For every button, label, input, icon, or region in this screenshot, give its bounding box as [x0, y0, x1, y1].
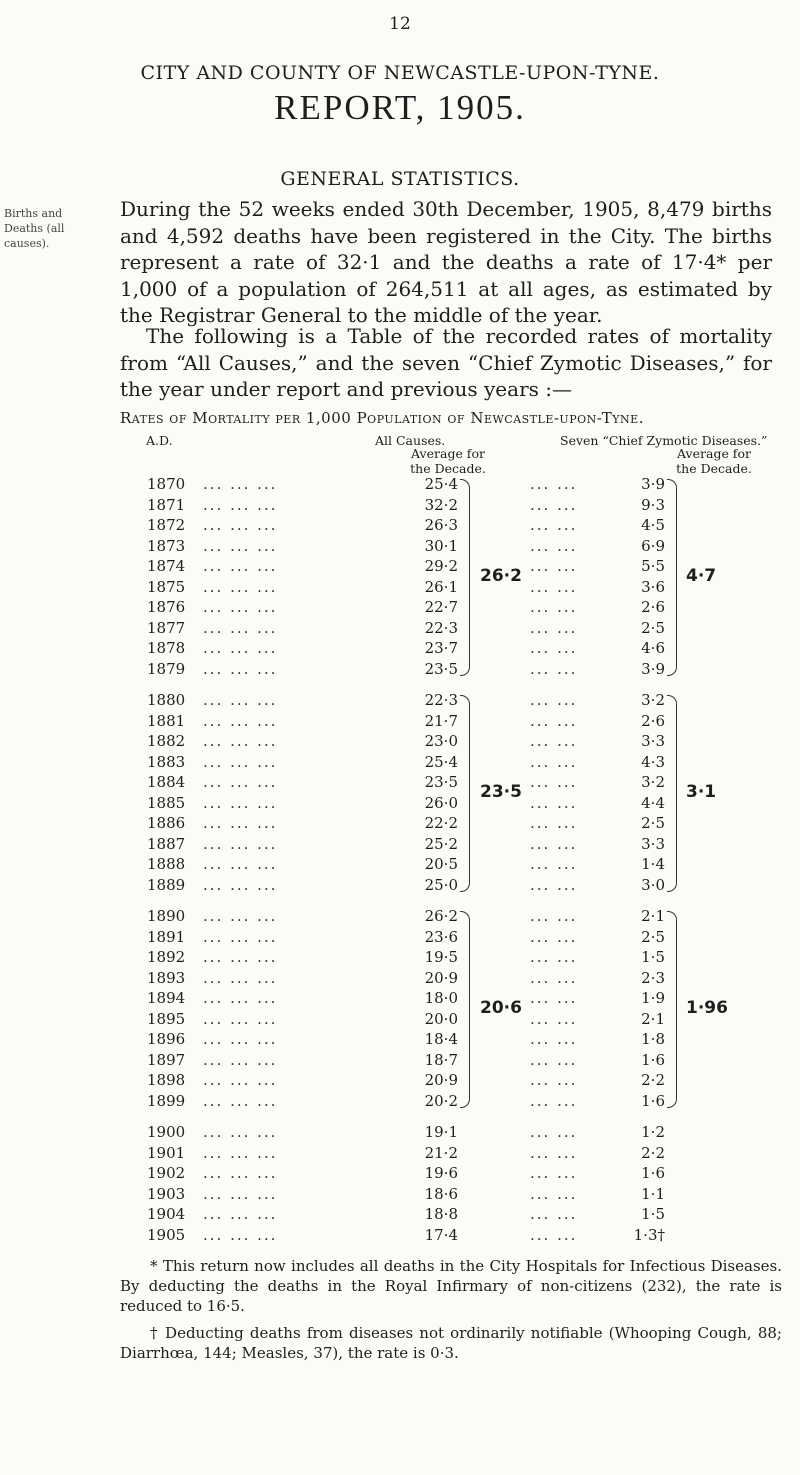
dot-leader: ... ... — [530, 639, 578, 657]
zymotic-rate: 1·6 — [641, 1050, 665, 1069]
column-head-average-zymotic: Average for the Decade. — [676, 446, 752, 476]
zymotic-rate: 6·9 — [641, 536, 665, 555]
dot-leader: ... ... — [530, 1205, 578, 1223]
all-causes-rate: 21·7 — [424, 711, 458, 730]
year-cell: 1880 — [147, 691, 186, 709]
all-causes-rate: 20·2 — [424, 1091, 458, 1110]
all-causes-rate: 25·0 — [424, 875, 458, 894]
year-cell: 1902 — [147, 1164, 186, 1182]
zymotic-rate: 3·2 — [641, 773, 665, 791]
year-cell: 1899 — [147, 1091, 186, 1110]
zymotic-rate: 1·8 — [641, 1030, 665, 1048]
dot-leader: ... ... ... — [203, 495, 278, 514]
zymotic-rate: 1·6 — [641, 1164, 665, 1182]
dot-leader: ... ... ... — [203, 814, 278, 832]
year-cell: 1882 — [147, 732, 186, 750]
decade-group — [0, 907, 800, 1112]
all-causes-rate: 20·9 — [424, 968, 458, 987]
year-cell: 1870 — [147, 475, 186, 493]
all-causes-rate: 19·6 — [424, 1164, 458, 1182]
year-cell: 1897 — [147, 1050, 186, 1069]
zymotic-rate: 3·6 — [641, 577, 665, 596]
dot-leader: ... ... — [530, 875, 578, 894]
dot-leader: ... ... — [530, 773, 578, 791]
year-cell: 1888 — [147, 855, 186, 873]
decade-brace — [667, 479, 677, 676]
year-cell: 1894 — [147, 989, 186, 1007]
decade-brace — [667, 911, 677, 1108]
all-causes-rate: 29·2 — [424, 557, 458, 575]
margin-note: Births and Deaths (all causes). — [4, 207, 65, 250]
zymotic-rate: 1·6 — [641, 1091, 665, 1110]
all-causes-rate: 22·3 — [424, 691, 458, 709]
dot-leader: ... ... ... — [203, 639, 278, 657]
year-cell: 1886 — [147, 814, 186, 832]
all-causes-rate: 32·2 — [424, 495, 458, 514]
zymotic-rate: 1·5 — [641, 1205, 665, 1223]
running-head: CITY AND COUNTY OF NEWCASTLE-UPON-TYNE. — [140, 62, 660, 84]
dot-leader: ... ... — [530, 907, 578, 925]
dot-leader: ... ... ... — [203, 1123, 278, 1141]
year-cell: 1872 — [147, 516, 186, 534]
dot-leader: ... ... — [530, 1164, 578, 1182]
all-causes-rate: 18·4 — [424, 1030, 458, 1048]
dot-leader: ... ... — [530, 536, 578, 555]
dot-leader: ... ... ... — [203, 773, 278, 791]
dot-leader: ... ... ... — [203, 1205, 278, 1223]
all-causes-rate: 26·1 — [424, 577, 458, 596]
dot-leader: ... ... — [530, 1009, 578, 1028]
year-cell: 1891 — [147, 927, 186, 946]
dot-leader: ... ... ... — [203, 618, 278, 637]
dot-leader: ... ... — [530, 495, 578, 514]
zymotic-rate: 4·4 — [641, 793, 665, 812]
zymotic-rate: 1·1 — [641, 1184, 665, 1203]
all-causes-rate: 22·3 — [424, 618, 458, 637]
decade-average-all-causes: 23·5 — [480, 781, 522, 802]
dot-leader: ... ... — [530, 1071, 578, 1089]
all-causes-rate: 18·6 — [424, 1184, 458, 1203]
zymotic-rate: 4·3 — [641, 752, 665, 771]
all-causes-rate: 25·4 — [424, 752, 458, 771]
dot-leader: ... ... — [530, 618, 578, 637]
dot-leader: ... ... ... — [203, 1009, 278, 1028]
decade-average-zymotic: 1·96 — [686, 997, 728, 1018]
dot-leader: ... ... ... — [203, 752, 278, 771]
dot-leader: ... ... — [530, 1143, 578, 1162]
dot-leader: ... ... — [530, 598, 578, 616]
year-cell: 1901 — [147, 1143, 186, 1162]
dot-leader: ... ... — [530, 711, 578, 730]
zymotic-rate: 4·6 — [641, 639, 665, 657]
dot-leader: ... ... — [530, 1030, 578, 1048]
dot-leader: ... ... — [530, 752, 578, 771]
dot-leader: ... ... ... — [203, 557, 278, 575]
dot-leader: ... ... — [530, 814, 578, 832]
zymotic-rate: 3·2 — [641, 691, 665, 709]
year-cell: 1896 — [147, 1030, 186, 1048]
dot-leader: ... ... ... — [203, 1184, 278, 1203]
dot-leader: ... ... — [530, 968, 578, 987]
all-causes-rate: 21·2 — [424, 1143, 458, 1162]
zymotic-rate: 3·3 — [641, 732, 665, 750]
dot-leader: ... ... — [530, 834, 578, 853]
dot-leader: ... ... — [530, 1123, 578, 1141]
all-causes-rate: 25·4 — [424, 475, 458, 493]
dot-leader: ... ... ... — [203, 1050, 278, 1069]
dot-leader: ... ... ... — [203, 516, 278, 534]
table-caption: Rates of Mortality per 1,000 Population of Newcastle-upon-Tyne. — [120, 409, 644, 427]
recent-years-group — [0, 1123, 800, 1253]
year-cell: 1881 — [147, 711, 186, 730]
dot-leader: ... ... ... — [203, 907, 278, 925]
zymotic-rate: 2·6 — [641, 711, 665, 730]
all-causes-rate: 25·2 — [424, 834, 458, 853]
year-cell: 1887 — [147, 834, 186, 853]
year-cell: 1877 — [147, 618, 186, 637]
dot-leader: ... ... — [530, 927, 578, 946]
year-cell: 1884 — [147, 773, 186, 791]
dot-leader: ... ... ... — [203, 968, 278, 987]
dot-leader: ... ... — [530, 1225, 578, 1244]
dot-leader: ... ... ... — [203, 536, 278, 555]
dot-leader: ... ... — [530, 516, 578, 534]
year-cell: 1898 — [147, 1071, 186, 1089]
dot-leader: ... ... ... — [203, 691, 278, 709]
dot-leader: ... ... — [530, 691, 578, 709]
paragraph-births-deaths: During the 52 weeks ended 30th December, 1905, 8,479 births and 4,592 deaths have been registered in the City. The births represent a rate of 32·1 and the deaths a rate of 17·4* per 1,000 of a population of 264,511 at all ages, as estimated by the Registrar General to the middle of the year. — [120, 197, 772, 327]
column-head-year: A.D. — [146, 433, 173, 448]
decade-group — [0, 691, 800, 896]
zymotic-rate: 2·5 — [641, 927, 665, 946]
year-cell: 1885 — [147, 793, 186, 812]
dot-leader: ... ... ... — [203, 598, 278, 616]
zymotic-rate: 3·9 — [641, 475, 665, 493]
year-cell: 1900 — [147, 1123, 186, 1141]
dot-leader: ... ... ... — [203, 1091, 278, 1110]
all-causes-rate: 23·7 — [424, 639, 458, 657]
all-causes-rate: 30·1 — [424, 536, 458, 555]
all-causes-rate: 19·5 — [424, 948, 458, 966]
all-causes-rate: 17·4 — [424, 1225, 458, 1244]
zymotic-rate: 4·5 — [641, 516, 665, 534]
year-cell: 1876 — [147, 598, 186, 616]
year-cell: 1890 — [147, 907, 186, 925]
year-cell: 1883 — [147, 752, 186, 771]
dot-leader: ... ... — [530, 989, 578, 1007]
footnotes — [120, 1256, 782, 1363]
zymotic-rate: 1·2 — [641, 1123, 665, 1141]
dot-leader: ... ... ... — [203, 1164, 278, 1182]
decade-brace — [667, 695, 677, 892]
column-head-all-causes: All Causes. — [375, 433, 446, 448]
dot-leader: ... ... — [530, 793, 578, 812]
all-causes-rate: 18·0 — [424, 989, 458, 1007]
dot-leader: ... ... ... — [203, 948, 278, 966]
dot-leader: ... ... ... — [203, 793, 278, 812]
all-causes-rate: 23·5 — [424, 659, 458, 678]
zymotic-rate: 9·3 — [641, 495, 665, 514]
zymotic-rate: 5·5 — [641, 557, 665, 575]
all-causes-rate: 23·6 — [424, 927, 458, 946]
mortality-table — [0, 475, 800, 1253]
dot-leader: ... ... ... — [203, 711, 278, 730]
dot-leader: ... ... — [530, 577, 578, 596]
zymotic-rate: 1·5 — [641, 948, 665, 966]
all-causes-rate: 18·7 — [424, 1050, 458, 1069]
all-causes-rate: 22·2 — [424, 814, 458, 832]
decade-average-all-causes: 26·2 — [480, 565, 522, 586]
dot-leader: ... ... — [530, 557, 578, 575]
dot-leader: ... ... — [530, 732, 578, 750]
dot-leader: ... ... ... — [203, 1225, 278, 1244]
all-causes-rate: 19·1 — [424, 1123, 458, 1141]
zymotic-rate: 3·0 — [641, 875, 665, 894]
dot-leader: ... ... ... — [203, 475, 278, 493]
year-cell: 1893 — [147, 968, 186, 987]
dot-leader: ... ... — [530, 475, 578, 493]
all-causes-rate: 20·0 — [424, 1009, 458, 1028]
year-cell: 1878 — [147, 639, 186, 657]
all-causes-rate: 18·8 — [424, 1205, 458, 1223]
all-causes-rate: 20·5 — [424, 855, 458, 873]
year-cell: 1895 — [147, 1009, 186, 1028]
column-head-zymotic: Seven “Chief Zymotic Diseases.” — [560, 433, 768, 448]
all-causes-rate: 26·0 — [424, 793, 458, 812]
year-cell: 1904 — [147, 1205, 186, 1223]
dot-leader: ... ... ... — [203, 875, 278, 894]
dot-leader: ... ... — [530, 1091, 578, 1110]
year-cell: 1905 — [147, 1225, 186, 1244]
column-head-average-all: Average for the Decade. — [410, 446, 486, 476]
year-cell: 1892 — [147, 948, 186, 966]
zymotic-rate: 2·6 — [641, 598, 665, 616]
all-causes-rate: 22·7 — [424, 598, 458, 616]
zymotic-rate: 3·9 — [641, 659, 665, 678]
paragraph-table-intro: The following is a Table of the recorded rates of mortality from “All Causes,” and the seven “Chief Zymotic Diseases,” for the year under report and previous years :— — [120, 324, 772, 401]
decade-brace — [460, 695, 470, 892]
zymotic-rate: 2·2 — [641, 1071, 665, 1089]
decade-average-zymotic: 3·1 — [686, 781, 717, 802]
zymotic-rate: 2·5 — [641, 814, 665, 832]
zymotic-rate: 1·4 — [641, 855, 665, 873]
decade-average-zymotic: 4·7 — [686, 565, 717, 586]
footnote-notifiable: † Deducting deaths from diseases not ordinarily notifiable (Whooping Cough, 88; Diarrhœa, 144; Measles, 37), the rate is 0·3. — [120, 1324, 782, 1362]
dot-leader: ... ... — [530, 948, 578, 966]
year-cell: 1873 — [147, 536, 186, 555]
zymotic-rate: 1·9 — [641, 989, 665, 1007]
dot-leader: ... ... ... — [203, 732, 278, 750]
dot-leader: ... ... ... — [203, 1143, 278, 1162]
dot-leader: ... ... ... — [203, 659, 278, 678]
dot-leader: ... ... ... — [203, 989, 278, 1007]
zymotic-rate: 2·3 — [641, 968, 665, 987]
zymotic-rate: 2·2 — [641, 1143, 665, 1162]
dot-leader: ... ... ... — [203, 1030, 278, 1048]
zymotic-rate: 2·1 — [641, 1009, 665, 1028]
year-cell: 1879 — [147, 659, 186, 678]
all-causes-rate: 26·3 — [424, 516, 458, 534]
footnote-hospitals: * This return now includes all deaths in the City Hospitals for Infectious Diseases. By deducting the deaths in the Royal Infirmary of non-citizens (232), the rate is reduced to 16·5. — [120, 1257, 782, 1315]
decade-brace — [460, 479, 470, 676]
zymotic-rate: 1·3† — [633, 1225, 665, 1244]
all-causes-rate: 20·9 — [424, 1071, 458, 1089]
zymotic-rate: 3·3 — [641, 834, 665, 853]
zymotic-rate: 2·1 — [641, 907, 665, 925]
section-heading: GENERAL STATISTICS. — [280, 168, 520, 190]
dot-leader: ... ... — [530, 1050, 578, 1069]
dot-leader: ... ... — [530, 855, 578, 873]
dot-leader: ... ... — [530, 659, 578, 678]
decade-group — [0, 475, 800, 680]
dot-leader: ... ... ... — [203, 1071, 278, 1089]
all-causes-rate: 23·0 — [424, 732, 458, 750]
year-cell: 1903 — [147, 1184, 186, 1203]
decade-average-all-causes: 20·6 — [480, 997, 522, 1018]
dot-leader: ... ... ... — [203, 834, 278, 853]
dot-leader: ... ... — [530, 1184, 578, 1203]
all-causes-rate: 26·2 — [424, 907, 458, 925]
year-cell: 1874 — [147, 557, 186, 575]
year-cell: 1889 — [147, 875, 186, 894]
report-title: REPORT, 1905. — [274, 88, 526, 127]
dot-leader: ... ... ... — [203, 927, 278, 946]
dot-leader: ... ... ... — [203, 577, 278, 596]
year-cell: 1871 — [147, 495, 186, 514]
dot-leader: ... ... ... — [203, 855, 278, 873]
zymotic-rate: 2·5 — [641, 618, 665, 637]
all-causes-rate: 23·5 — [424, 773, 458, 791]
page-number: 12 — [389, 14, 411, 34]
decade-brace — [460, 911, 470, 1108]
year-cell: 1875 — [147, 577, 186, 596]
